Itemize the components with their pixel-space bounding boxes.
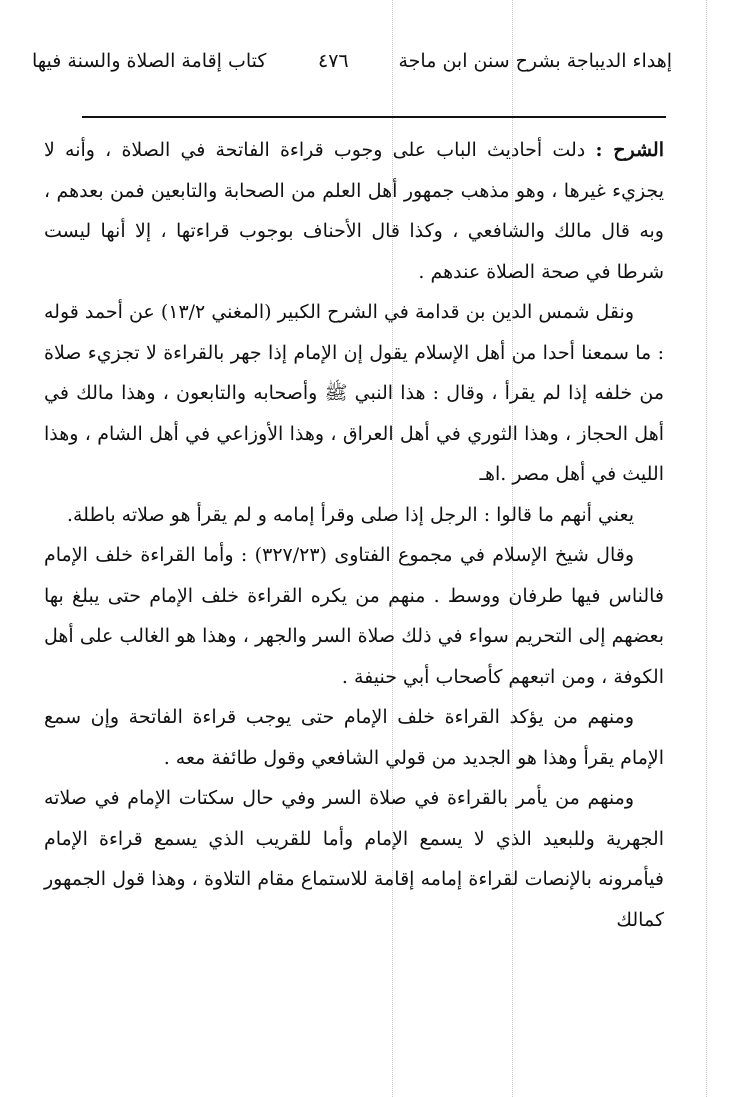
chapter-title: كتاب إقامة الصلاة والسنة فيها (32, 50, 267, 72)
commentary-paragraph: ونقل شمس الدين بن قدامة في الشرح الكبير (المغني ١٣/٢) عن أحمد قوله : ما سمعنا أحدا من أهل الإسلام يقول إن الإمام إذا جهر بالقراءة لا تجزيء صلاة من خلفه إذا لم يقرأ ، وقال : هذا النبي ﷺ وأصحابه والتابعون ، وهذا مالك في أهل الحجاز ، وهذا الثوري في أهل العراق ، وهذا الأوزاعي في أهل الشام ، وهذا الليث في أهل مصر .اهـ (44, 301, 665, 485)
commentary-paragraph: ومنهم من يأمر بالقراءة في صلاة السر وفي حال سكتات الإمام في صلاته الجهرية وللبعيد الذي لا يسمع الإمام وأما للقريب الذي يسمع قراءة الإمام فيأمرونه بالإنصات لقراءة إمامه إقامة للاستماع مقام التلاوة ، وهذا قول الجمهور كمالك (44, 787, 664, 931)
commentary-paragraph (44, 130, 664, 292)
commentary-paragraph: يعني أنهم ما قالوا : الرجل إذا صلى وقرأ إمامه و لم يقرأ هو صلاته باطلة. (66, 503, 634, 526)
header-divider (82, 116, 666, 118)
book-title: إهداء الديباجة بشرح سنن ابن ماجة (398, 50, 672, 72)
commentary-lead: الشرح : (595, 139, 664, 161)
scan-artifact (706, 0, 707, 1097)
commentary-paragraph: وقال شيخ الإسلام في مجموع الفتاوى (٣٢٧/٢٣) : وأما القراءة خلف الإمام فالناس فيها طرفان ووسط . منهم من يكره القراءة خلف الإمام حتى يبلغ بها بعضهم إلى التحريم سواء في ذلك صلاة السر والجهر ، وهذا هو الغالب على أهل الكوفة ، ومن اتبعهم كأصحاب أبي حنيفة . (44, 544, 664, 688)
commentary-paragraph: ومنهم من يؤكد القراءة خلف الإمام حتى يوجب قراءة الفاتحة وإن سمع الإمام يقرأ وهذا هو الجديد من قولي الشافعي وقول طائفة معه . (44, 706, 664, 769)
running-header (32, 46, 672, 80)
commentary-body (44, 130, 664, 940)
page-number: ٤٧٦ (318, 50, 349, 72)
paragraph-text: دلت أحاديث الباب على وجوب قراءة الفاتحة في الصلاة ، وأنه لا يجزيء غيرها ، وهو مذهب جمهور أهل العلم من الصحابة والتابعين فمن بعدهم ، وبه قال مالك والشافعي ، وكذا قال الأحناف بوجوب قراءتها ، إلا أنها ليست شرطا في صحة الصلاة عندهم . (44, 139, 664, 283)
